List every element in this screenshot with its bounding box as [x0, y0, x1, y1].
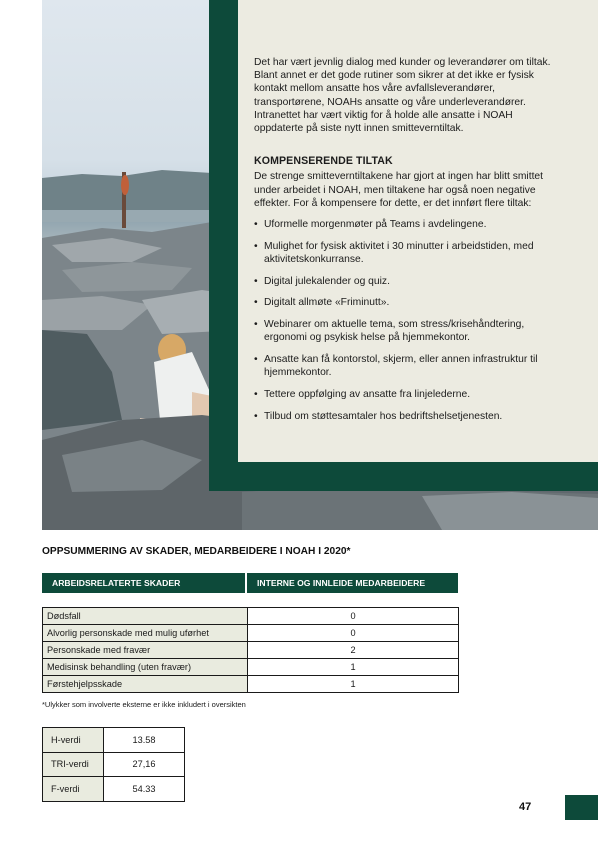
table-row	[43, 676, 459, 693]
table-row	[43, 777, 185, 802]
table-row	[43, 608, 459, 625]
list-item: • Digitalt allmøte «Friminutt».	[254, 296, 554, 309]
row-value: 0	[248, 625, 459, 642]
metric-label: TRI-verdi	[43, 752, 104, 777]
row-value: 0	[248, 608, 459, 625]
table-header	[42, 573, 458, 593]
list-item: • Mulighet for fysisk aktivitet i 30 minutter i arbeidstiden, med aktivitetskonkurranse.	[254, 240, 554, 266]
table-row	[43, 625, 459, 642]
row-label: Medisinsk behandling (uten fravær)	[43, 659, 248, 676]
metric-label: H-verdi	[43, 728, 104, 753]
table-row	[43, 752, 185, 777]
metric-value: 27,16	[104, 752, 185, 777]
section-heading: KOMPENSERENDE TILTAK	[254, 155, 393, 168]
metrics-table	[42, 727, 185, 802]
list-item: • Ansatte kan få kontorstol, skjerm, eller annen infrastruktur til hjemmekontor.	[254, 353, 554, 379]
panel-content	[254, 56, 554, 431]
summary-title: OPPSUMMERING AV SKADER, MEDARBEIDERE I NOAH I 2020*	[42, 546, 351, 557]
header-employees: INTERNE OG INNLEIDE MEDARBEIDERE	[247, 573, 458, 593]
list-item: • Uformelle morgenmøter på Teams i avdelingene.	[254, 218, 554, 231]
page-tab	[565, 795, 598, 820]
list-item: • Tilbud om støttesamtaler hos bedriftshelsetjenesten.	[254, 410, 554, 423]
table-row	[43, 642, 459, 659]
metric-label: F-verdi	[43, 777, 104, 802]
table-row	[43, 728, 185, 753]
row-value: 2	[248, 642, 459, 659]
row-label: Førstehjelpsskade	[43, 676, 248, 693]
table-row	[43, 659, 459, 676]
list-item: • Webinarer om aktuelle tema, som stress/krisehåndtering, ergonomi og psykisk helse på hjemmekontor.	[254, 318, 554, 344]
row-label: Dødsfall	[43, 608, 248, 625]
injury-table	[42, 607, 459, 693]
metric-value: 54.33	[104, 777, 185, 802]
list-item: • Digital julekalender og quiz.	[254, 275, 554, 288]
measures-list	[254, 218, 554, 423]
metric-value: 13.58	[104, 728, 185, 753]
list-item: • Tettere oppfølging av ansatte fra linjelederne.	[254, 388, 554, 401]
row-label: Personskade med fravær	[43, 642, 248, 659]
intro-paragraph: Det har vært jevnlig dialog med kunder og leverandører om tiltak. Blant annet er det gode rutiner som sikrer at det ikke er fysisk kontakt mellom ansatte hos våre avfallsleverandører, transportørene, NOAHs ansatte og våre underleverandører. Intranettet har vært viktig for å holde alle ansatte i NOAH oppdaterte på siste nytt innen smitteverntiltak.	[254, 57, 551, 135]
row-label: Alvorlig personskade med mulig uførhet	[43, 625, 248, 642]
table-footnote: *Ulykker som involverte eksterne er ikke inkludert i oversikten	[42, 700, 246, 709]
body-paragraph: De strenge smitteverntiltakene har gjort at ingen har blitt smittet under arbeidet i NOAH, men tiltakene har også noen negative effekter. For å kompensere for dette, er det innført flere tiltak:	[254, 171, 544, 209]
header-injuries: ARBEIDSRELATERTE SKADER	[42, 573, 245, 593]
row-value: 1	[248, 676, 459, 693]
page-number: 47	[519, 801, 532, 813]
row-value: 1	[248, 659, 459, 676]
